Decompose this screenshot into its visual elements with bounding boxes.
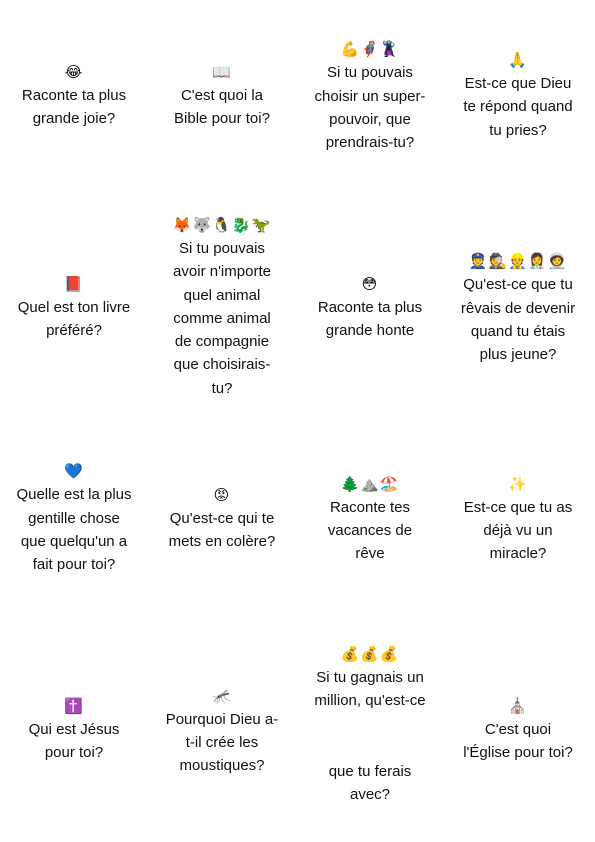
question-text: Est-ce que Dieu te répond quand tu pries? xyxy=(463,75,573,139)
question-card xyxy=(444,44,592,148)
open-book-icon: 📖 xyxy=(212,62,232,81)
church-icon: ⛪ xyxy=(508,696,528,715)
mosquito-icon: 🦟 xyxy=(212,686,232,705)
question-text: Raconte tes vacances de rêve xyxy=(327,498,413,563)
question-text: Si tu gagnais un million, qu'est-ce xyxy=(314,669,426,710)
question-text: Qui est Jésus pour toi? xyxy=(28,720,120,761)
question-card xyxy=(0,268,148,348)
question-card xyxy=(444,468,592,571)
laughing-face-icon: 😂 xyxy=(64,62,84,81)
money-bag-icons: 💰💰💰 xyxy=(340,645,400,663)
question-card xyxy=(296,268,444,348)
question-card-continuation xyxy=(296,760,444,810)
red-book-icon: 📕 xyxy=(64,274,84,293)
question-text: Qu'est-ce qui te mets en colère? xyxy=(168,509,276,550)
superhero-icons: 💪🦸🦹 xyxy=(340,40,400,59)
professions-icons: 👮🕵👷👩‍⚕️🧑‍🚀 xyxy=(468,252,568,271)
animals-icons: 🦊🐺🐧🐉🦖 xyxy=(172,215,272,234)
question-text: C'est quoi l'Église pour toi? xyxy=(463,720,573,761)
question-card xyxy=(148,680,296,783)
question-text: Quel est ton livre préféré? xyxy=(17,298,131,339)
landscape-icons: 🌲⛰️🏖️ xyxy=(340,474,400,493)
question-card xyxy=(148,56,296,136)
question-text: Raconte ta plus grande joie? xyxy=(21,86,127,127)
question-text: C'est quoi la Bible pour toi? xyxy=(174,86,270,127)
question-card xyxy=(296,644,444,718)
question-text: Si tu pouvais choisir un super- pouvoir, que prendrais-tu? xyxy=(314,64,426,152)
cross-icon: ✝️ xyxy=(64,696,84,715)
question-text: Raconte ta plus grande honte xyxy=(317,298,423,339)
question-card xyxy=(444,246,592,372)
question-text: Qu'est-ce que tu rêvais de devenir quand tu étais plus jeune? xyxy=(460,276,576,364)
praying-hands-icon: 🙏 xyxy=(508,51,528,70)
question-card xyxy=(0,690,148,770)
flushed-face-icon: 😳 xyxy=(361,274,379,293)
question-card xyxy=(0,456,148,582)
question-text: Quelle est la plus gentille chose que quelqu'un a fait pour toi? xyxy=(16,486,132,574)
question-card xyxy=(296,34,444,160)
question-text-continuation: que tu ferais avec? xyxy=(328,763,412,804)
question-card xyxy=(296,468,444,571)
question-text: Est-ce que tu as déjà vu un miracle? xyxy=(463,498,573,563)
blue-heart-icon: 💙 xyxy=(64,462,84,481)
question-card xyxy=(148,479,296,559)
question-text: Si tu pouvais avoir n'importe quel animal comme animal de compagnie que choisirais- tu? xyxy=(173,239,271,397)
question-card xyxy=(148,210,296,405)
question-card xyxy=(0,56,148,136)
question-card xyxy=(444,690,592,770)
sparkles-icon: ✨ xyxy=(508,474,528,493)
angry-face-icon: 😡 xyxy=(213,485,231,504)
question-text: Pourquoi Dieu a- t-il crée les moustiques? xyxy=(165,710,279,775)
